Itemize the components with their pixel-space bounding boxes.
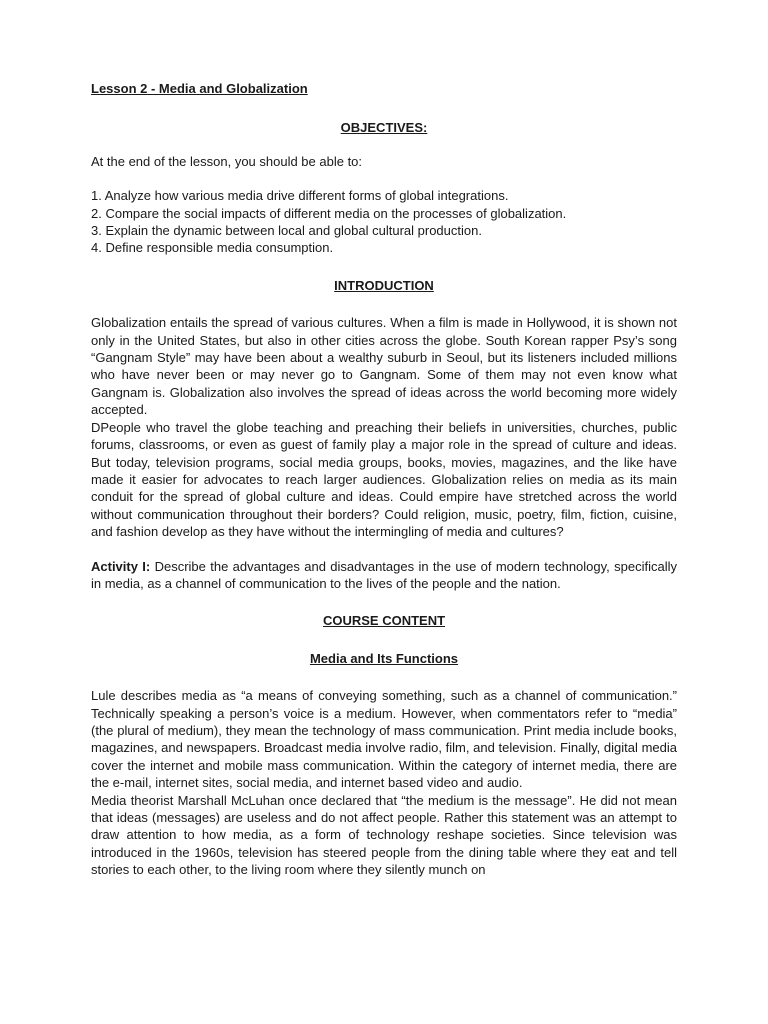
objective-item: 3. Explain the dynamic between local and global cultural production. (91, 223, 482, 239)
course-paragraph: Media theorist Marshall McLuhan once declared that “the medium is the message”. He did not mean that ideas (messages) are useless and do not affect people. Rather this statement was an attempt to draw attention to how media, as a form of technology reshape societies. Since television was introduced in the 1960s, television has steered people from the dining table where they eat and tell stories to each other, to the living room where they silently munch on (91, 792, 677, 878)
document-content (91, 80, 677, 879)
introduction-paragraph: DPeople who travel the globe teaching and preaching their beliefs in universities, churches, public forums, classrooms, or even as guest of family play a major role in the spread of culture and ideas. But today, television programs, social media groups, books, movies, magazines, and the like have made it easier for advocates to reach larger audiences. Globalization relies on media as its main conduit for the spread of global culture and ideas. Could empire have stretched across the world without communication throughout their borders? Could religion, music, poetry, film, fiction, cuisine, and fashion develop as they have without the intermingling of media and cultures? (91, 419, 677, 540)
objectives-heading: OBJECTIVES: (340, 120, 428, 136)
objectives-intro: At the end of the lesson, you should be able to: (91, 153, 363, 169)
activity-label: Activity I: (91, 558, 151, 574)
lesson-title: Lesson 2 - Media and Globalization (91, 81, 308, 96)
objective-item: 1. Analyze how various media drive different forms of global integrations. (91, 188, 509, 204)
activity-text: Describe the advantages and disadvantages in the use of modern technology, specifically in media, as a channel of communication to the lives of the people and the nation. (91, 558, 677, 591)
objectives-list (91, 187, 677, 257)
introduction-heading: INTRODUCTION (334, 277, 434, 293)
activity-paragraph (91, 558, 677, 593)
course-content-heading: COURSE CONTENT (322, 613, 446, 629)
introduction-paragraph: Globalization entails the spread of various cultures. When a film is made in Hollywood, it is shown not only in the United States, but also in other cities across the globe. South Korean rapper Psy’s song “Gangnam Style” may have been about a wealthy suburb in Seoul, but its listeners included millions who have never been or may never go to Gangnam. Some of them may not even know what Gangnam is. Globalization also involves the spread of ideas across the world becoming more widely accepted. (91, 315, 677, 418)
course-paragraph: Lule describes media as “a means of conveying something, such as a channel of communication.” Technically speaking a person’s voice is a medium. However, when commentators refer to “media” (the plural of medium), they mean the technology of mass communication. Print media include books, magazines, and newspapers. Broadcast media involve radio, film, and television. Finally, digital media cover the internet and mobile mass communication. Within the category of internet media, there are the e-mail, internet sites, social media, and internet based video and audio. (91, 688, 677, 791)
objective-item: 4. Define responsible media consumption. (91, 240, 334, 256)
objective-item: 2. Compare the social impacts of different media on the processes of globalization. (91, 205, 567, 221)
section-subheading: Media and Its Functions (309, 650, 459, 666)
